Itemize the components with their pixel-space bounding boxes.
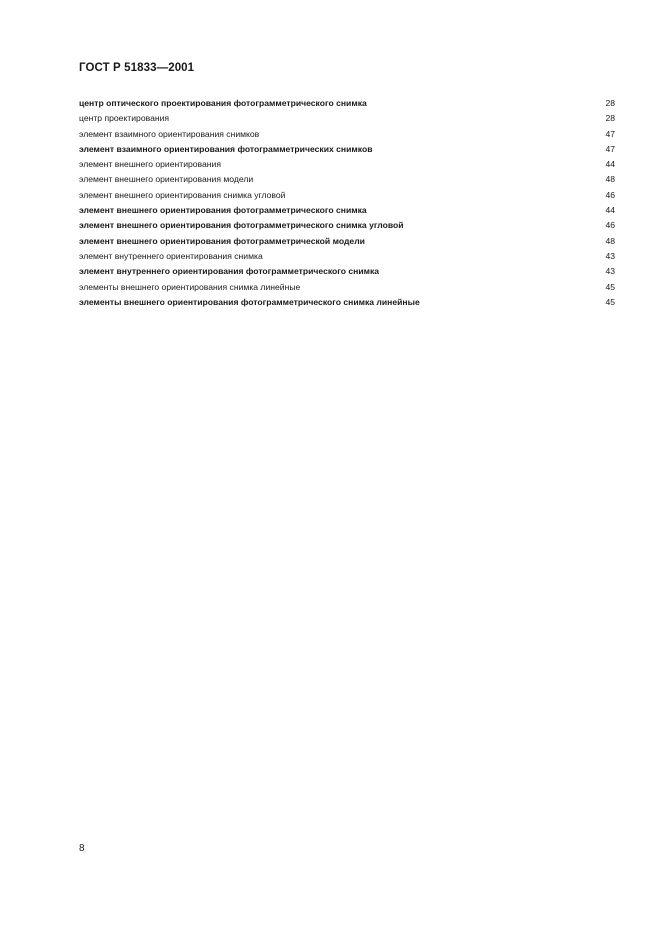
index-page-ref: 44 xyxy=(605,159,615,170)
index-page-ref: 47 xyxy=(605,128,615,139)
index-entry xyxy=(79,264,615,279)
index-term: центр оптического проектирования фотограмметрического снимка xyxy=(79,98,367,108)
index-page-ref: 28 xyxy=(605,113,615,124)
index-page-ref: 46 xyxy=(605,189,615,200)
index-term: элементы внешнего ориентирования снимка линейные xyxy=(79,281,301,292)
index-entry xyxy=(79,172,615,187)
index-term: элемент внешнего ориентирования xyxy=(79,159,221,170)
index-entry xyxy=(79,188,615,203)
index-term: элемент внешнего ориентирования фотограмметрического снимка угловой xyxy=(79,220,404,231)
index-term: элемент внешнего ориентирования фотограмметрической модели xyxy=(79,235,365,246)
index-term: элемент внешнего ориентирования фотограмметрического снимка xyxy=(79,205,367,216)
index-page-ref: 46 xyxy=(605,220,615,231)
index-entry xyxy=(79,280,615,295)
index-page-ref: 43 xyxy=(605,266,615,277)
index-term: элемент внешнего ориентирования снимка угловой xyxy=(79,189,286,200)
index-term: элемент внутреннего ориентирования снимка xyxy=(79,250,263,261)
index-page-ref: 44 xyxy=(605,205,615,216)
index-page-ref: 47 xyxy=(605,143,615,154)
index-entry xyxy=(79,111,615,126)
index-entry xyxy=(79,127,615,142)
index-page-ref: 43 xyxy=(605,250,615,261)
index-term: элемент внутреннего ориентирования фотограмметрического снимка xyxy=(79,266,380,277)
index-term: элемент взаимного ориентирования фотограмметрических снимков xyxy=(79,143,373,154)
term-index-list xyxy=(79,96,615,310)
page-header-standard: ГОСТ Р 51833—2001 xyxy=(79,62,195,74)
index-page-ref: 48 xyxy=(605,174,615,185)
index-entry xyxy=(79,96,615,111)
index-page-ref: 48 xyxy=(605,235,615,246)
index-page-ref: 28 xyxy=(605,98,615,108)
index-page-ref: 45 xyxy=(605,296,615,307)
index-entry xyxy=(79,218,615,233)
index-term: элементы внешнего ориентирования фотограмметрического снимка линейные xyxy=(79,296,420,307)
index-term: элемент взаимного ориентирования снимков xyxy=(79,128,260,139)
index-term: элемент внешнего ориентирования модели xyxy=(79,174,254,185)
page-number: 8 xyxy=(79,843,85,854)
index-entry xyxy=(79,295,615,310)
index-entry xyxy=(79,234,615,249)
index-entry xyxy=(79,249,615,264)
index-entry xyxy=(79,157,615,172)
index-page-ref: 45 xyxy=(605,281,615,292)
index-term: центр проектирования xyxy=(79,113,170,124)
index-entry xyxy=(79,142,615,157)
index-entry xyxy=(79,203,615,218)
